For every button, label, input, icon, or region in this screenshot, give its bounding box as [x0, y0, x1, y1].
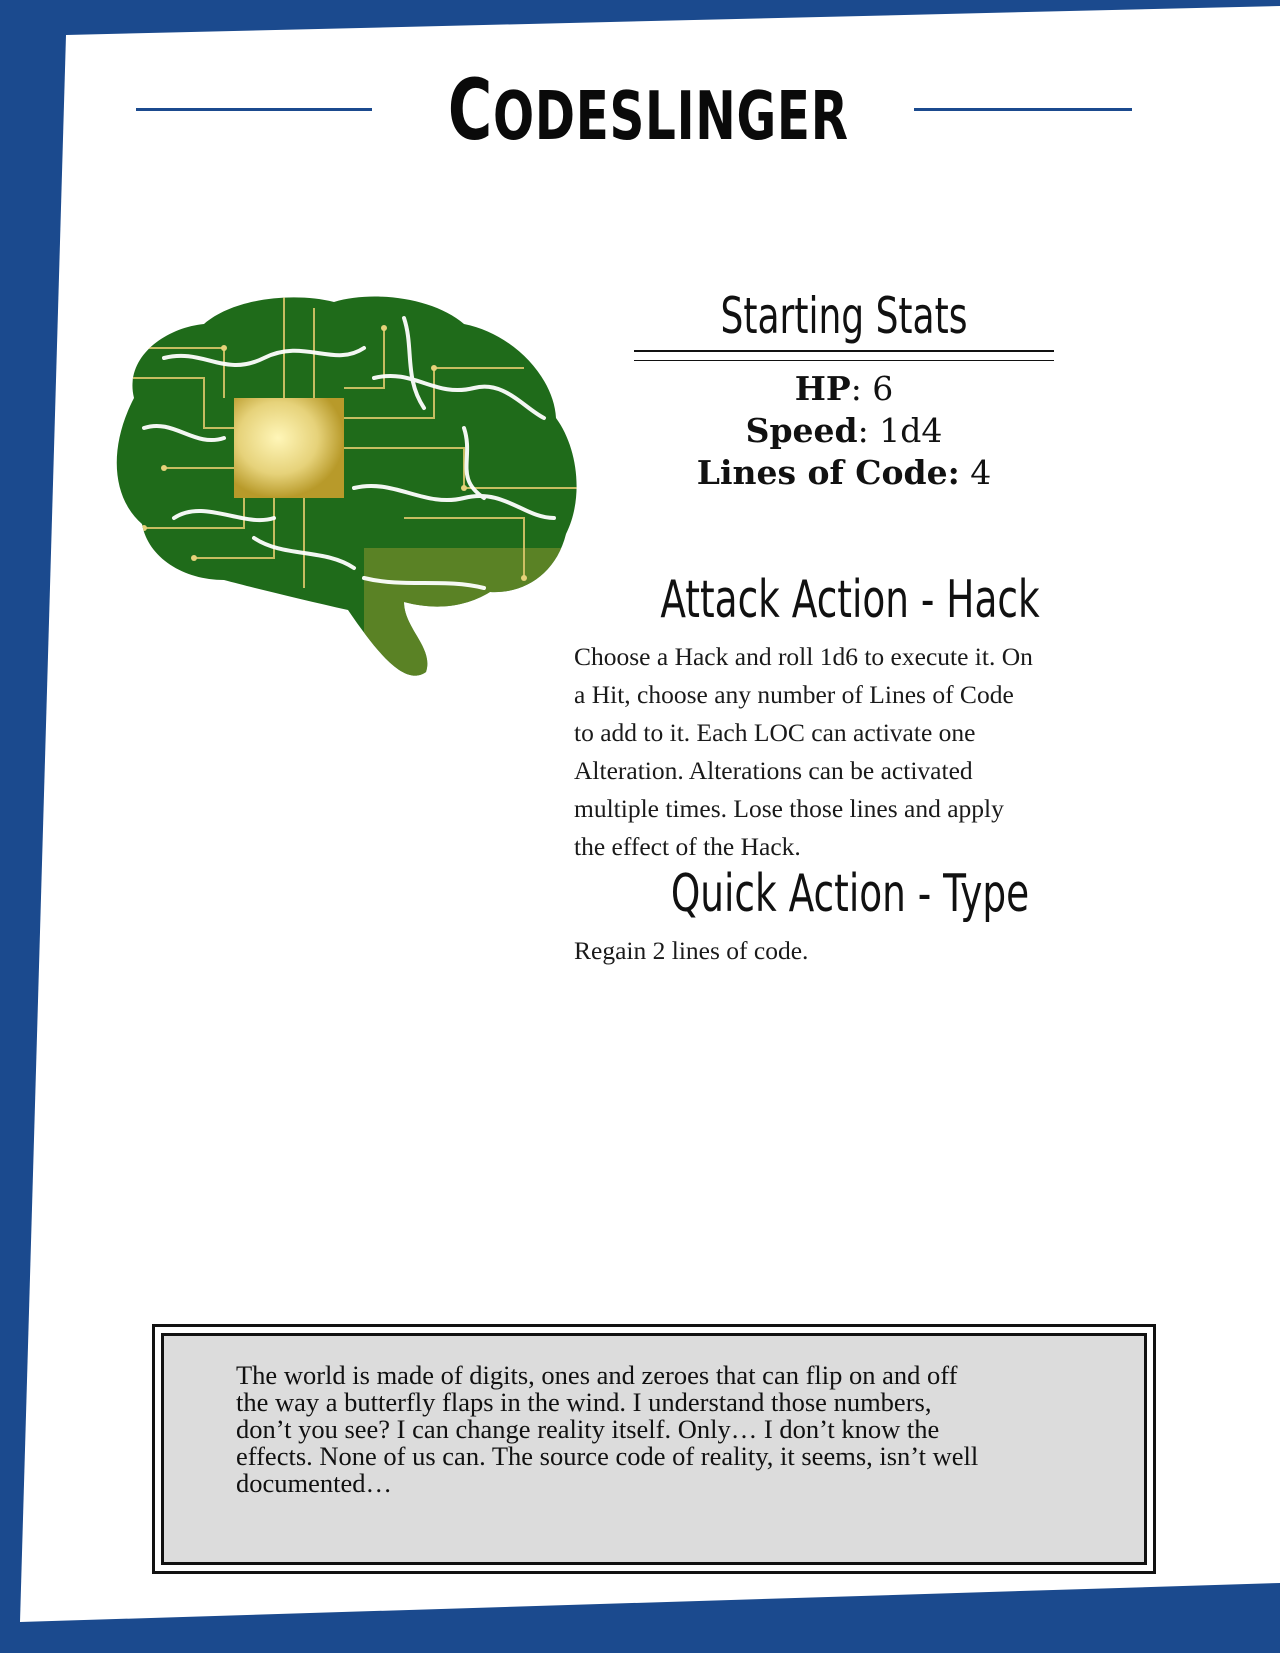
circuit-brain-illustration: [104, 288, 586, 698]
page-title: [447, 60, 849, 166]
attack-line: Alteration. Alterations can be activated: [574, 756, 973, 785]
stat-hp-value: : 6: [850, 369, 894, 408]
title-rule-left: [136, 108, 372, 111]
attack-line: the effect of the Hack.: [574, 832, 801, 861]
title-initial: C: [447, 61, 493, 159]
stats-heading: Starting Stats: [720, 287, 968, 345]
flavor-quote-box: [152, 1324, 1156, 1574]
stats-rule-top: [634, 350, 1054, 352]
stat-hp: [634, 368, 1054, 410]
quick-action-description: Regain 2 lines of code.: [574, 936, 809, 965]
stat-lines-of-code: [634, 452, 1054, 494]
quick-action-heading: Quick Action - Type: [670, 864, 1030, 924]
title-banner: [136, 60, 1132, 160]
quote-line: the way a butterfly flaps in the wind. I understand those numbers,: [236, 1387, 932, 1417]
flavor-quote-inner: [161, 1333, 1147, 1565]
attack-line: multiple times. Lose those lines and apply: [574, 794, 1004, 823]
stat-loc-value: 4: [959, 453, 992, 492]
stat-speed-label: Speed: [745, 411, 858, 450]
attack-action-description: [574, 638, 1134, 866]
flavor-quote-text: [236, 1362, 1096, 1497]
attack-action-heading: Attack Action - Hack: [660, 570, 1040, 630]
title-rest: ODESLINGER: [492, 77, 849, 155]
stat-loc-label: Lines of Code:: [696, 453, 960, 492]
attack-line: to add to it. Each LOC can activate one: [574, 718, 976, 747]
quote-line: don’t you see? I can change reality itself. Only… I don’t know the: [236, 1414, 940, 1444]
quote-line: The world is made of digits, ones and zeroes that can flip on and off: [236, 1360, 958, 1390]
quote-line: effects. None of us can. The source code of reality, it seems, isn’t well: [236, 1441, 979, 1471]
stats-rule-bottom: [634, 360, 1054, 361]
stat-speed: [634, 410, 1054, 452]
quote-line: documented…: [236, 1468, 393, 1498]
attack-line: Choose a Hack and roll 1d6 to execute it. On: [574, 642, 1033, 671]
stat-hp-label: HP: [794, 369, 851, 408]
attack-line: a Hit, choose any number of Lines of Code: [574, 680, 1014, 709]
stat-speed-value: : 1d4: [857, 411, 943, 450]
title-rule-right: [914, 108, 1132, 111]
